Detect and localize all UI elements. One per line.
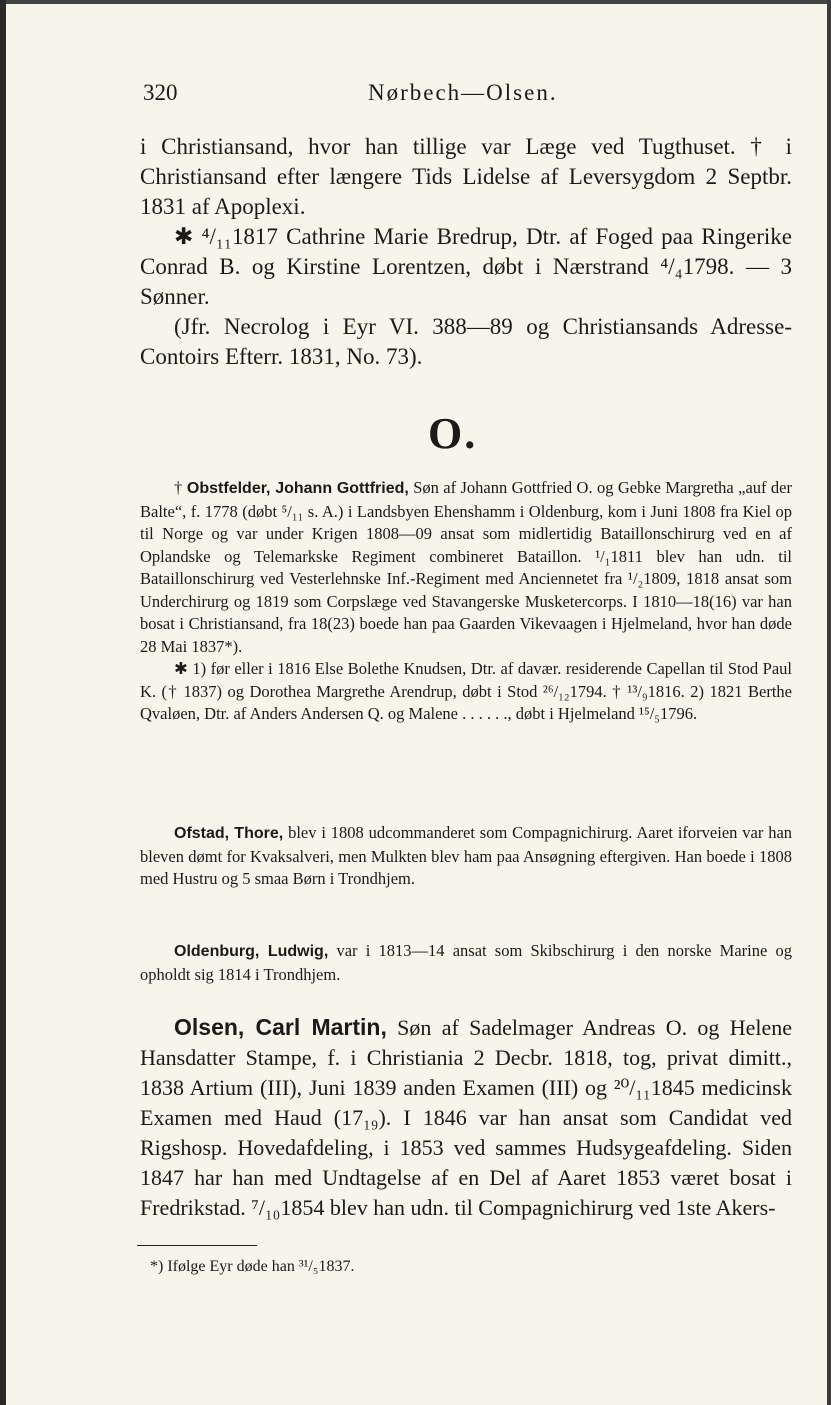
page-header xyxy=(143,80,673,120)
footnote: *) Ifølge Eyr døde han ³¹/₅1837. xyxy=(150,1258,355,1275)
oldenburg-name: Oldenburg, Ludwig, xyxy=(174,943,329,960)
olsen-name: Olsen, Carl Martin, xyxy=(174,1014,387,1040)
page-edge-top xyxy=(0,0,831,4)
page-edge-left xyxy=(0,0,6,1405)
section-letter: O. xyxy=(428,409,478,458)
obstfelder-name: Obstfelder, Johann Gottfried, xyxy=(186,480,409,497)
norbech-paragraph-1: i Christiansand, hvor han tillige var Læge ved Tugthuset. † i Christiansand efter længere Tids Lidelse af Leversygdom 2 Septbr. 1831 af Apoplexi. xyxy=(140,134,792,219)
page-number: 320 xyxy=(143,80,178,105)
olsen-entry xyxy=(140,1012,792,1223)
olsen-text: Søn af Sadelmager Andreas O. og Helene Hansdatter Stampe, f. i Christiania 2 Decbr. 1818, tog, privat dimitt., 1838 Artium (III), Juni 1839 anden Examen (III) og ²⁰/₁₁1845 medicinsk Examen med Haud (17₁₉). I 1846 var han ansat som Candidat ved Rigshosp. Hovedafdeling, i 1853 ved sammes Hudsygeafdeling. Siden 1847 har han med Undtagelse af en Del af Aaret 1853 været bosat i Fredrikstad. ⁷/₁₀1854 blev han udn. til Compagnichirurg ved 1ste Akers- xyxy=(140,1015,793,1220)
running-title: Nørbech—Olsen. xyxy=(368,80,558,105)
norbech-entry-continuation xyxy=(140,132,792,372)
norbech-marriage: ✱ ⁴/₁₁1817 Cathrine Marie Bredrup, Dtr. af Foged paa Ringerike Conrad B. og Kirstine Lorentzen, døbt i Nærstrand ⁴/₄1798. — 3 Sønner. xyxy=(140,224,792,309)
ofstad-entry xyxy=(140,822,792,891)
obstfelder-death-mark: † xyxy=(174,478,187,497)
ofstad-text: blev i 1808 udcommanderet som Compagnichirurg. Aaret iforveien var han bleven dømt for Kvaksalveri, men Mulkten blev ham paa Ansøgning eftergiven. Han boede i 1808 med Hustru og 5 smaa Børn i Trondhjem. xyxy=(140,823,793,888)
page-edge-right xyxy=(827,0,831,1405)
ofstad-name: Ofstad, Thore, xyxy=(174,825,284,842)
obstfelder-entry xyxy=(140,477,792,726)
footnote-rule xyxy=(137,1245,257,1246)
oldenburg-entry xyxy=(140,940,792,986)
obstfelder-marriage: ✱ 1) før eller i 1816 Else Bolethe Knudsen, Dtr. af davær. residerende Capellan til Stod Paul K. († 1837) og Dorothea Margrethe Arendrup, døbt i Stod ²⁶/₁₂1794. † ¹³/₉1816. 2) 1821 Berthe Qvaløen, Dtr. af Anders Andersen Q. og Malene . . . . . ., døbt i Hjelmeland ¹⁵/₅1796. xyxy=(140,659,792,723)
obstfelder-text: Søn af Johann Gottfried O. og Gebke Margretha „auf der Balte“, f. 1778 (døbt ⁵/₁₁ s. A.) i Landsbyen Ehenshamm i Oldenburg, kom i Juni 1808 fra Kiel op til Norge og var under Krigen 1808—09 ansat som midlertidig Bataillonschirurg ved en af Oplandske og Telemarkske Regiment combineret Bataillon. ¹/₁1811 blev han udn. til Bataillonschirurg ved Vesterlehnske Inf.-Regiment med Anciennetet fra ¹/₂1809, 1818 ansat som Underchirurg og 1819 som Corpslæge ved Stavangerske Musketercorps. I 1810—18(16) var han bosat i Christiansand, fra 18(23) boede han paa Gaarden Vikevaagen i Hjelmeland, hvor han døde 28 Mai 1837*). xyxy=(140,478,793,656)
norbech-reference: (Jfr. Necrolog i Eyr VI. 388—89 og Christiansands Adresse-Contoirs Efterr. 1831, No. 73). xyxy=(140,314,792,369)
oldenburg-text: var i 1813—14 ansat som Skibschirurg i den norske Marine og opholdt sig 1814 i Trondhjem. xyxy=(140,941,793,984)
